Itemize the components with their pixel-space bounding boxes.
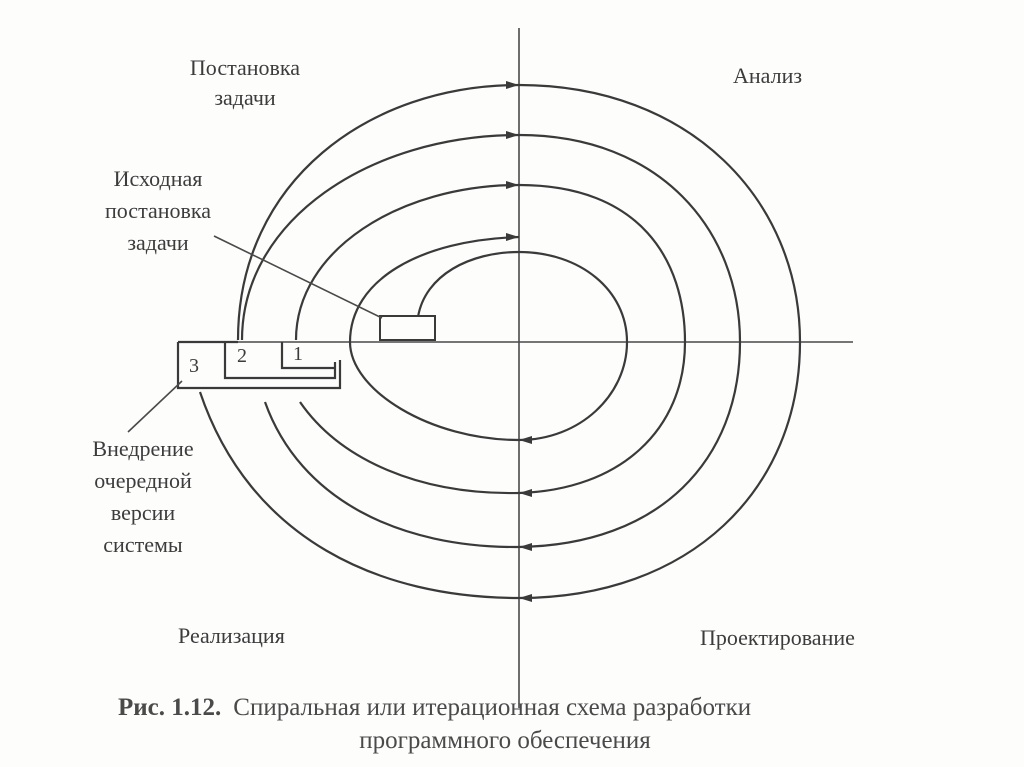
callout-initial-task-line1: Исходная: [113, 166, 203, 191]
arrow-outer-bottom: [519, 594, 532, 602]
callout-initial-task-line3: задачи: [127, 230, 189, 255]
version-box-1-label: 1: [293, 343, 303, 365]
quadrant-label-analysis: Анализ: [733, 63, 803, 88]
callout-deployment-line1: Внедрение: [92, 436, 194, 461]
figure-caption-label: Рис. 1.12.: [118, 694, 222, 721]
spiral-turn-third: [242, 135, 740, 547]
callout-deployment-line3: версии: [110, 500, 176, 525]
version-box-2-label: 2: [237, 345, 247, 367]
callout-initial-task-line2: постановка: [104, 198, 212, 223]
arrow-second-top: [506, 181, 519, 189]
figure-caption-title: Спиральная или итерационная схема разработки: [233, 694, 752, 721]
initial-task-box: [380, 316, 435, 340]
version-box-3-frame: [178, 342, 340, 388]
deployment-leader: [128, 381, 182, 432]
version-box-1-frame: [282, 342, 335, 368]
figure-caption-line2: программного обеспечения: [359, 727, 651, 754]
version-box-3-label: 3: [189, 355, 199, 377]
callout-deployment-line2: очередной: [94, 468, 192, 493]
arrow-inner-bottom: [519, 436, 532, 444]
arrow-third-top: [506, 131, 519, 139]
arrow-inner-top: [506, 233, 519, 241]
figure-caption-line1: [118, 694, 751, 721]
arrow-outer-top: [506, 81, 519, 89]
quadrant-label-task-line1: Постановка: [189, 55, 301, 80]
quadrant-label-implementation: Реализация: [178, 623, 285, 648]
arrow-third-bottom: [519, 543, 532, 551]
arrow-second-bottom: [519, 489, 532, 497]
version-box-group: [178, 342, 340, 388]
quadrant-label-task-line2: задачи: [214, 85, 276, 110]
quadrant-label-design: Проектирование: [700, 625, 855, 650]
callout-deployment-line4: системы: [103, 532, 183, 557]
